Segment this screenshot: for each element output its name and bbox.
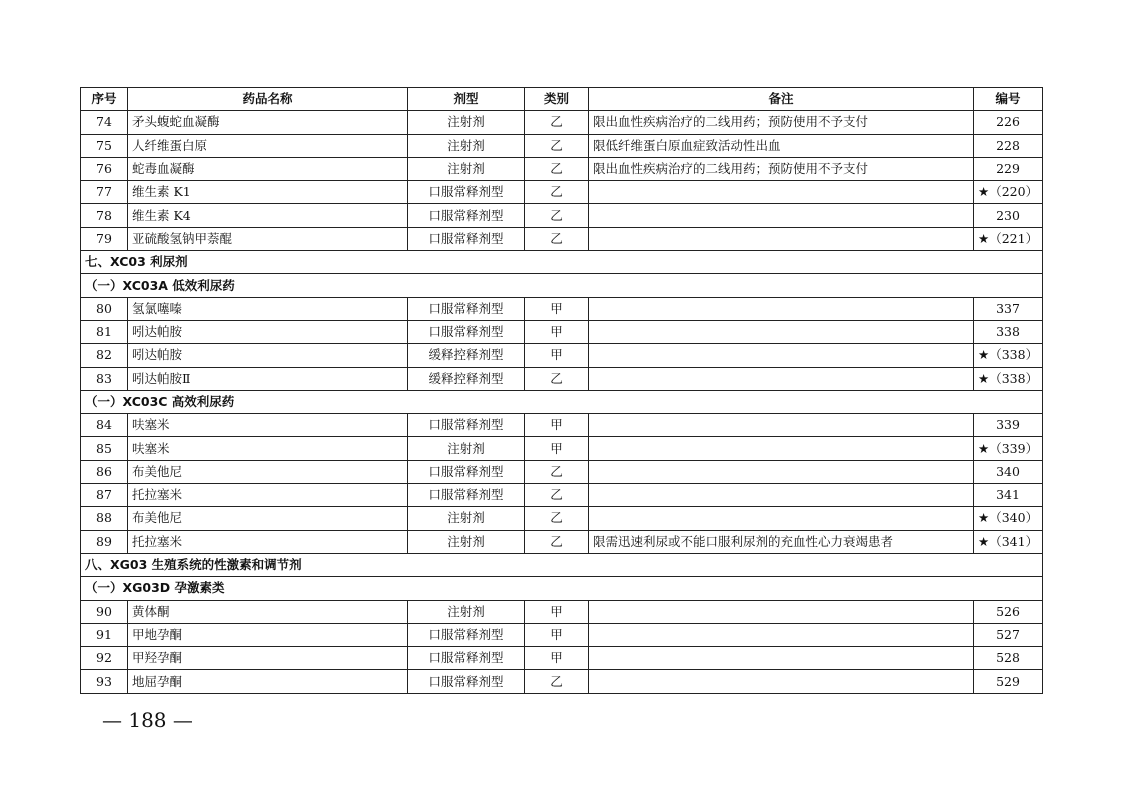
drug-name-cell: 蛇毒血凝酶 bbox=[128, 157, 408, 180]
page-number: — 188 — bbox=[102, 708, 193, 732]
category-cell: 乙 bbox=[525, 227, 589, 250]
section-header: 七、XC03 利尿剂 bbox=[81, 251, 1043, 274]
dosage-form-cell: 口服常释剂型 bbox=[408, 670, 525, 693]
remarks-cell bbox=[589, 414, 974, 437]
remarks-cell bbox=[589, 623, 974, 646]
dosage-form-cell: 注射剂 bbox=[408, 157, 525, 180]
header-code: 编号 bbox=[974, 88, 1043, 111]
section-header: （一）XC03C 高效利尿药 bbox=[81, 390, 1043, 413]
code-cell: ★（339） bbox=[974, 437, 1043, 460]
serial-cell: 91 bbox=[81, 623, 128, 646]
table-row bbox=[81, 414, 1043, 437]
remarks-cell: 限出血性疾病治疗的二线用药；预防使用不予支付 bbox=[589, 157, 974, 180]
remarks-cell bbox=[589, 367, 974, 390]
header-row bbox=[81, 88, 1043, 111]
dosage-form-cell: 口服常释剂型 bbox=[408, 320, 525, 343]
serial-cell: 76 bbox=[81, 157, 128, 180]
code-cell: 339 bbox=[974, 414, 1043, 437]
code-cell: ★（338） bbox=[974, 344, 1043, 367]
serial-cell: 93 bbox=[81, 670, 128, 693]
table-row bbox=[81, 507, 1043, 530]
dosage-form-cell: 注射剂 bbox=[408, 507, 525, 530]
serial-cell: 82 bbox=[81, 344, 128, 367]
section-header-row bbox=[81, 577, 1043, 600]
drug-name-cell: 氢氯噻嗪 bbox=[128, 297, 408, 320]
serial-cell: 81 bbox=[81, 320, 128, 343]
table-row bbox=[81, 204, 1043, 227]
code-cell: ★（340） bbox=[974, 507, 1043, 530]
category-cell: 乙 bbox=[525, 507, 589, 530]
drug-name-cell: 布美他尼 bbox=[128, 460, 408, 483]
section-header: 八、XG03 生殖系统的性激素和调节剂 bbox=[81, 553, 1043, 576]
header-category: 类别 bbox=[525, 88, 589, 111]
serial-cell: 88 bbox=[81, 507, 128, 530]
code-cell: 528 bbox=[974, 647, 1043, 670]
serial-cell: 86 bbox=[81, 460, 128, 483]
section-header-row bbox=[81, 274, 1043, 297]
code-cell: ★（220） bbox=[974, 181, 1043, 204]
remarks-cell bbox=[589, 484, 974, 507]
table-row bbox=[81, 460, 1043, 483]
remarks-cell bbox=[589, 670, 974, 693]
dosage-form-cell: 口服常释剂型 bbox=[408, 297, 525, 320]
dosage-form-cell: 口服常释剂型 bbox=[408, 484, 525, 507]
code-cell: ★（221） bbox=[974, 227, 1043, 250]
header-remarks: 备注 bbox=[589, 88, 974, 111]
code-cell: 337 bbox=[974, 297, 1043, 320]
code-cell: 341 bbox=[974, 484, 1043, 507]
dosage-form-cell: 口服常释剂型 bbox=[408, 227, 525, 250]
remarks-cell bbox=[589, 600, 974, 623]
header-serial: 序号 bbox=[81, 88, 128, 111]
serial-cell: 85 bbox=[81, 437, 128, 460]
dosage-form-cell: 口服常释剂型 bbox=[408, 181, 525, 204]
remarks-cell: 限低纤维蛋白原血症致活动性出血 bbox=[589, 134, 974, 157]
table-row bbox=[81, 227, 1043, 250]
dosage-form-cell: 缓释控释剂型 bbox=[408, 344, 525, 367]
serial-cell: 92 bbox=[81, 647, 128, 670]
category-cell: 乙 bbox=[525, 181, 589, 204]
table-row bbox=[81, 437, 1043, 460]
dosage-form-cell: 口服常释剂型 bbox=[408, 204, 525, 227]
table-row bbox=[81, 367, 1043, 390]
remarks-cell bbox=[589, 647, 974, 670]
drug-name-cell: 吲达帕胺 bbox=[128, 320, 408, 343]
dosage-form-cell: 注射剂 bbox=[408, 111, 525, 134]
table-row bbox=[81, 134, 1043, 157]
code-cell: ★（338） bbox=[974, 367, 1043, 390]
table-row bbox=[81, 623, 1043, 646]
drug-name-cell: 托拉塞米 bbox=[128, 484, 408, 507]
dosage-form-cell: 注射剂 bbox=[408, 530, 525, 553]
table-row bbox=[81, 320, 1043, 343]
drug-name-cell: 托拉塞米 bbox=[128, 530, 408, 553]
section-header: （一）XG03D 孕激素类 bbox=[81, 577, 1043, 600]
category-cell: 甲 bbox=[525, 320, 589, 343]
serial-cell: 78 bbox=[81, 204, 128, 227]
drug-name-cell: 吲达帕胺Ⅱ bbox=[128, 367, 408, 390]
code-cell: 226 bbox=[974, 111, 1043, 134]
remarks-cell bbox=[589, 204, 974, 227]
category-cell: 乙 bbox=[525, 460, 589, 483]
code-cell: 228 bbox=[974, 134, 1043, 157]
code-cell: 230 bbox=[974, 204, 1043, 227]
category-cell: 乙 bbox=[525, 157, 589, 180]
category-cell: 甲 bbox=[525, 297, 589, 320]
category-cell: 乙 bbox=[525, 530, 589, 553]
remarks-cell bbox=[589, 460, 974, 483]
code-cell: 338 bbox=[974, 320, 1043, 343]
remarks-cell bbox=[589, 181, 974, 204]
category-cell: 甲 bbox=[525, 414, 589, 437]
drug-table bbox=[80, 87, 1043, 694]
serial-cell: 80 bbox=[81, 297, 128, 320]
drug-name-cell: 维生素 K1 bbox=[128, 181, 408, 204]
drug-name-cell: 人纤维蛋白原 bbox=[128, 134, 408, 157]
code-cell: 527 bbox=[974, 623, 1043, 646]
header-drug-name: 药品名称 bbox=[128, 88, 408, 111]
table-row bbox=[81, 670, 1043, 693]
drug-name-cell: 地屈孕酮 bbox=[128, 670, 408, 693]
section-header-row bbox=[81, 390, 1043, 413]
remarks-cell bbox=[589, 320, 974, 343]
dosage-form-cell: 注射剂 bbox=[408, 437, 525, 460]
table-row bbox=[81, 600, 1043, 623]
table-row bbox=[81, 181, 1043, 204]
serial-cell: 83 bbox=[81, 367, 128, 390]
code-cell: 229 bbox=[974, 157, 1043, 180]
category-cell: 乙 bbox=[525, 484, 589, 507]
category-cell: 乙 bbox=[525, 670, 589, 693]
serial-cell: 79 bbox=[81, 227, 128, 250]
code-cell: ★（341） bbox=[974, 530, 1043, 553]
category-cell: 乙 bbox=[525, 134, 589, 157]
category-cell: 甲 bbox=[525, 600, 589, 623]
drug-name-cell: 吲达帕胺 bbox=[128, 344, 408, 367]
serial-cell: 75 bbox=[81, 134, 128, 157]
table-row bbox=[81, 484, 1043, 507]
serial-cell: 87 bbox=[81, 484, 128, 507]
dosage-form-cell: 口服常释剂型 bbox=[408, 414, 525, 437]
drug-name-cell: 矛头蝮蛇血凝酶 bbox=[128, 111, 408, 134]
header-dosage-form: 剂型 bbox=[408, 88, 525, 111]
section-header-row bbox=[81, 553, 1043, 576]
serial-cell: 74 bbox=[81, 111, 128, 134]
code-cell: 526 bbox=[974, 600, 1043, 623]
category-cell: 甲 bbox=[525, 344, 589, 367]
drug-name-cell: 布美他尼 bbox=[128, 507, 408, 530]
table-row bbox=[81, 297, 1043, 320]
category-cell: 乙 bbox=[525, 204, 589, 227]
dosage-form-cell: 注射剂 bbox=[408, 600, 525, 623]
section-header: （一）XC03A 低效利尿药 bbox=[81, 274, 1043, 297]
drug-name-cell: 呋塞米 bbox=[128, 414, 408, 437]
dosage-form-cell: 缓释控释剂型 bbox=[408, 367, 525, 390]
drug-name-cell: 甲地孕酮 bbox=[128, 623, 408, 646]
remarks-cell bbox=[589, 227, 974, 250]
code-cell: 340 bbox=[974, 460, 1043, 483]
table-row bbox=[81, 530, 1043, 553]
table-body bbox=[81, 111, 1043, 693]
drug-name-cell: 甲羟孕酮 bbox=[128, 647, 408, 670]
remarks-cell bbox=[589, 507, 974, 530]
dosage-form-cell: 口服常释剂型 bbox=[408, 623, 525, 646]
drug-name-cell: 黄体酮 bbox=[128, 600, 408, 623]
serial-cell: 77 bbox=[81, 181, 128, 204]
remarks-cell: 限出血性疾病治疗的二线用药；预防使用不予支付 bbox=[589, 111, 974, 134]
serial-cell: 89 bbox=[81, 530, 128, 553]
serial-cell: 90 bbox=[81, 600, 128, 623]
drug-name-cell: 维生素 K4 bbox=[128, 204, 408, 227]
remarks-cell bbox=[589, 437, 974, 460]
category-cell: 甲 bbox=[525, 647, 589, 670]
remarks-cell bbox=[589, 297, 974, 320]
table-row bbox=[81, 111, 1043, 134]
remarks-cell bbox=[589, 344, 974, 367]
remarks-cell: 限需迅速利尿或不能口服利尿剂的充血性心力衰竭患者 bbox=[589, 530, 974, 553]
code-cell: 529 bbox=[974, 670, 1043, 693]
dosage-form-cell: 注射剂 bbox=[408, 134, 525, 157]
category-cell: 甲 bbox=[525, 623, 589, 646]
serial-cell: 84 bbox=[81, 414, 128, 437]
table-row bbox=[81, 647, 1043, 670]
category-cell: 乙 bbox=[525, 111, 589, 134]
category-cell: 甲 bbox=[525, 437, 589, 460]
category-cell: 乙 bbox=[525, 367, 589, 390]
section-header-row bbox=[81, 251, 1043, 274]
drug-name-cell: 呋塞米 bbox=[128, 437, 408, 460]
drug-name-cell: 亚硫酸氢钠甲萘醌 bbox=[128, 227, 408, 250]
table-row bbox=[81, 344, 1043, 367]
dosage-form-cell: 口服常释剂型 bbox=[408, 647, 525, 670]
dosage-form-cell: 口服常释剂型 bbox=[408, 460, 525, 483]
table-row bbox=[81, 157, 1043, 180]
